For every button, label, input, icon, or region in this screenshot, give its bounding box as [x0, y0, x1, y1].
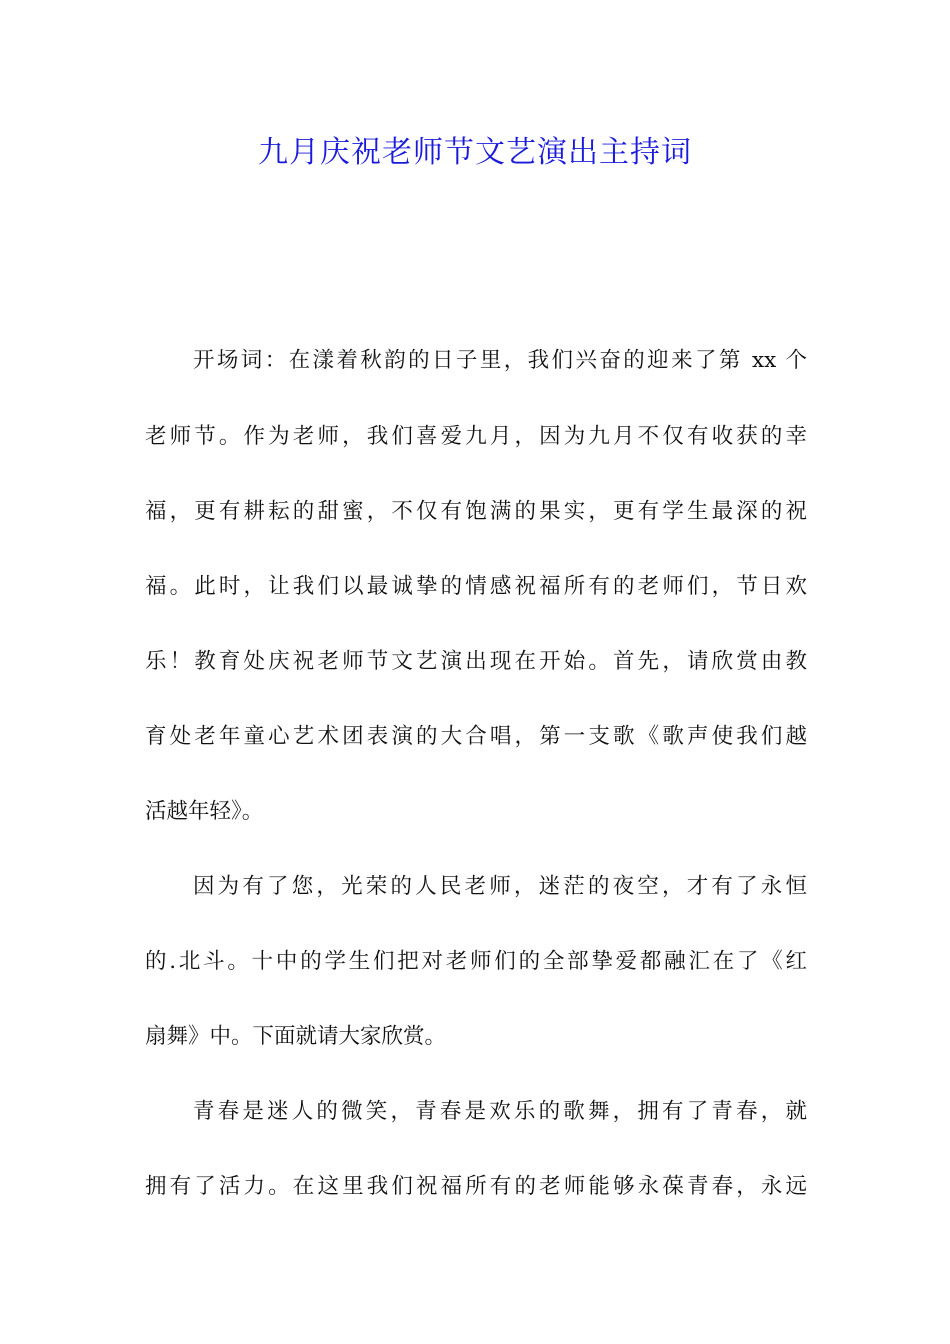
paragraph-2-line-2: 的.北斗。十中的学生们把对老师们的全部挚爱都融汇在了《红: [145, 949, 807, 974]
document-title: 九月庆祝老师节文艺演出主持词: [258, 135, 692, 170]
paragraph-2-line-1: 因为有了您，光荣的人民老师，迷茫的夜空，才有了永恒: [193, 874, 807, 899]
paragraph-1-line-3: 福，更有耕耘的甜蜜，不仅有饱满的果实，更有学生最深的祝: [145, 499, 807, 524]
paragraph-1-line-4: 福。此时，让我们以最诚挚的情感祝福所有的老师们，节日欢: [145, 574, 807, 599]
paragraph-1-line-2: 老师节。作为老师，我们喜爱九月，因为九月不仅有收获的幸: [145, 424, 807, 449]
paragraph-1-line-5: 乐！教育处庆祝老师节文艺演出现在开始。首先，请欣赏由教: [145, 649, 807, 674]
paragraph-3-line-2: 拥有了活力。在这里我们祝福所有的老师能够永葆青春，永远: [145, 1174, 807, 1199]
paragraph-3-line-1: 青春是迷人的微笑，青春是欢乐的歌舞，拥有了青春，就: [193, 1099, 807, 1124]
paragraph-1-line-7: 活越年轻》。: [145, 799, 264, 824]
paragraph-2-line-3: 扇舞》中。下面就请大家欣赏。: [145, 1024, 447, 1049]
paragraph-1-line-6: 育处老年童心艺术团表演的大合唱，第一支歌《歌声使我们越: [145, 724, 807, 749]
paragraph-1-line-1: 开场词：在漾着秋韵的日子里，我们兴奋的迎来了第 xx 个: [193, 348, 807, 373]
